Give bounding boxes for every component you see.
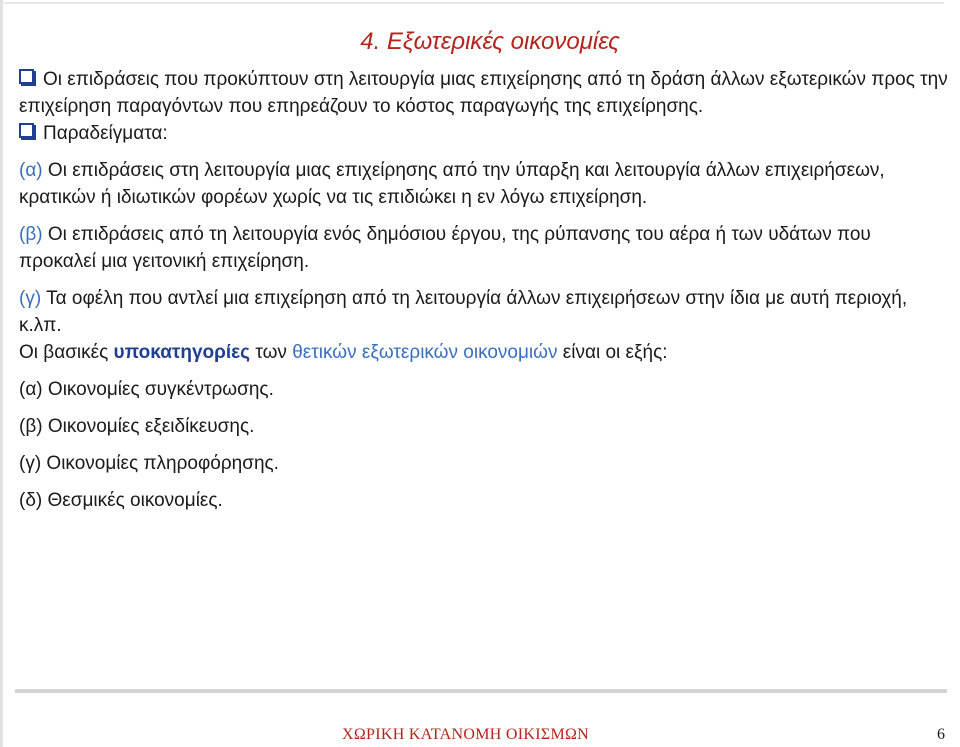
bullet-definition-text: Οι επιδράσεις που προκύπτουν στη λειτουργία μιας επιχείρησης από τη δράση άλλων εξωτερικών προς την επιχείρηση παραγόντων που επηρεάζουν το κόστος παραγωγής της επιχείρησης. — [19, 69, 948, 117]
checkbox-bullet-icon — [19, 69, 34, 84]
intro-text: Οι βασικές — [19, 342, 114, 363]
category-item: (δ) Θεσμικές οικονομίες. — [19, 490, 223, 511]
category-item: (α) Οικονομίες συγκέντρωσης. — [19, 379, 274, 400]
checkbox-bullet-icon — [19, 123, 34, 138]
example-marker: (β) — [19, 224, 43, 245]
bullet-examples — [19, 120, 949, 147]
footer-title: ΧΩΡΙΚΗ ΚΑΤΑΝΟΜΗ ΟΙΚΙΣΜΩΝ — [342, 726, 590, 743]
intro-text: των — [250, 342, 293, 363]
bullet-examples-text: Παραδείγματα: — [43, 123, 168, 144]
example-marker: (γ) — [19, 288, 42, 309]
example-b — [19, 221, 949, 275]
subcategories-highlight: υποκατηγορίες — [113, 342, 251, 363]
positive-externalities-highlight: θετικών εξωτερικών οικονομιών — [292, 342, 558, 363]
footer-rule — [15, 689, 947, 693]
example-a — [19, 157, 949, 211]
intro-text: είναι οι εξής: — [557, 342, 668, 363]
page-number: 6 — [937, 726, 945, 743]
example-text: Τα οφέλη που αντλεί μια επιχείρηση από τη λειτουργία άλλων επιχειρήσεων στην ίδια με αυτή περιοχή, κ.λπ. — [19, 288, 908, 336]
top-border-rule — [4, 2, 944, 4]
category-item: (γ) Οικονομίες πληροφόρησης. — [19, 453, 279, 474]
example-text: Οι επιδράσεις από τη λειτουργία ενός δημόσιου έργου, της ρύπανσης του αέρα ή των υδάτων που προκαλεί μια γειτονική επιχείρηση. — [19, 224, 871, 272]
subcategories-intro — [19, 339, 949, 366]
slide-title: 4. Εξωτερικές οικονομίες — [360, 28, 620, 55]
example-text: Οι επιδράσεις στη λειτουργία μιας επιχείρησης από την ύπαρξη και λειτουργία άλλων επιχειρήσεων, κρατικών ή ιδιωτικών φορέων χωρίς να τις επιδιώκει η εν λόγω επιχείρηση. — [19, 160, 885, 208]
bullet-definition — [19, 66, 949, 120]
left-border-rule — [0, 0, 3, 747]
category-item: (β) Οικονομίες εξειδίκευσης. — [19, 416, 255, 437]
example-marker: (α) — [19, 160, 43, 181]
slide-content — [19, 66, 949, 514]
example-c — [19, 285, 949, 339]
